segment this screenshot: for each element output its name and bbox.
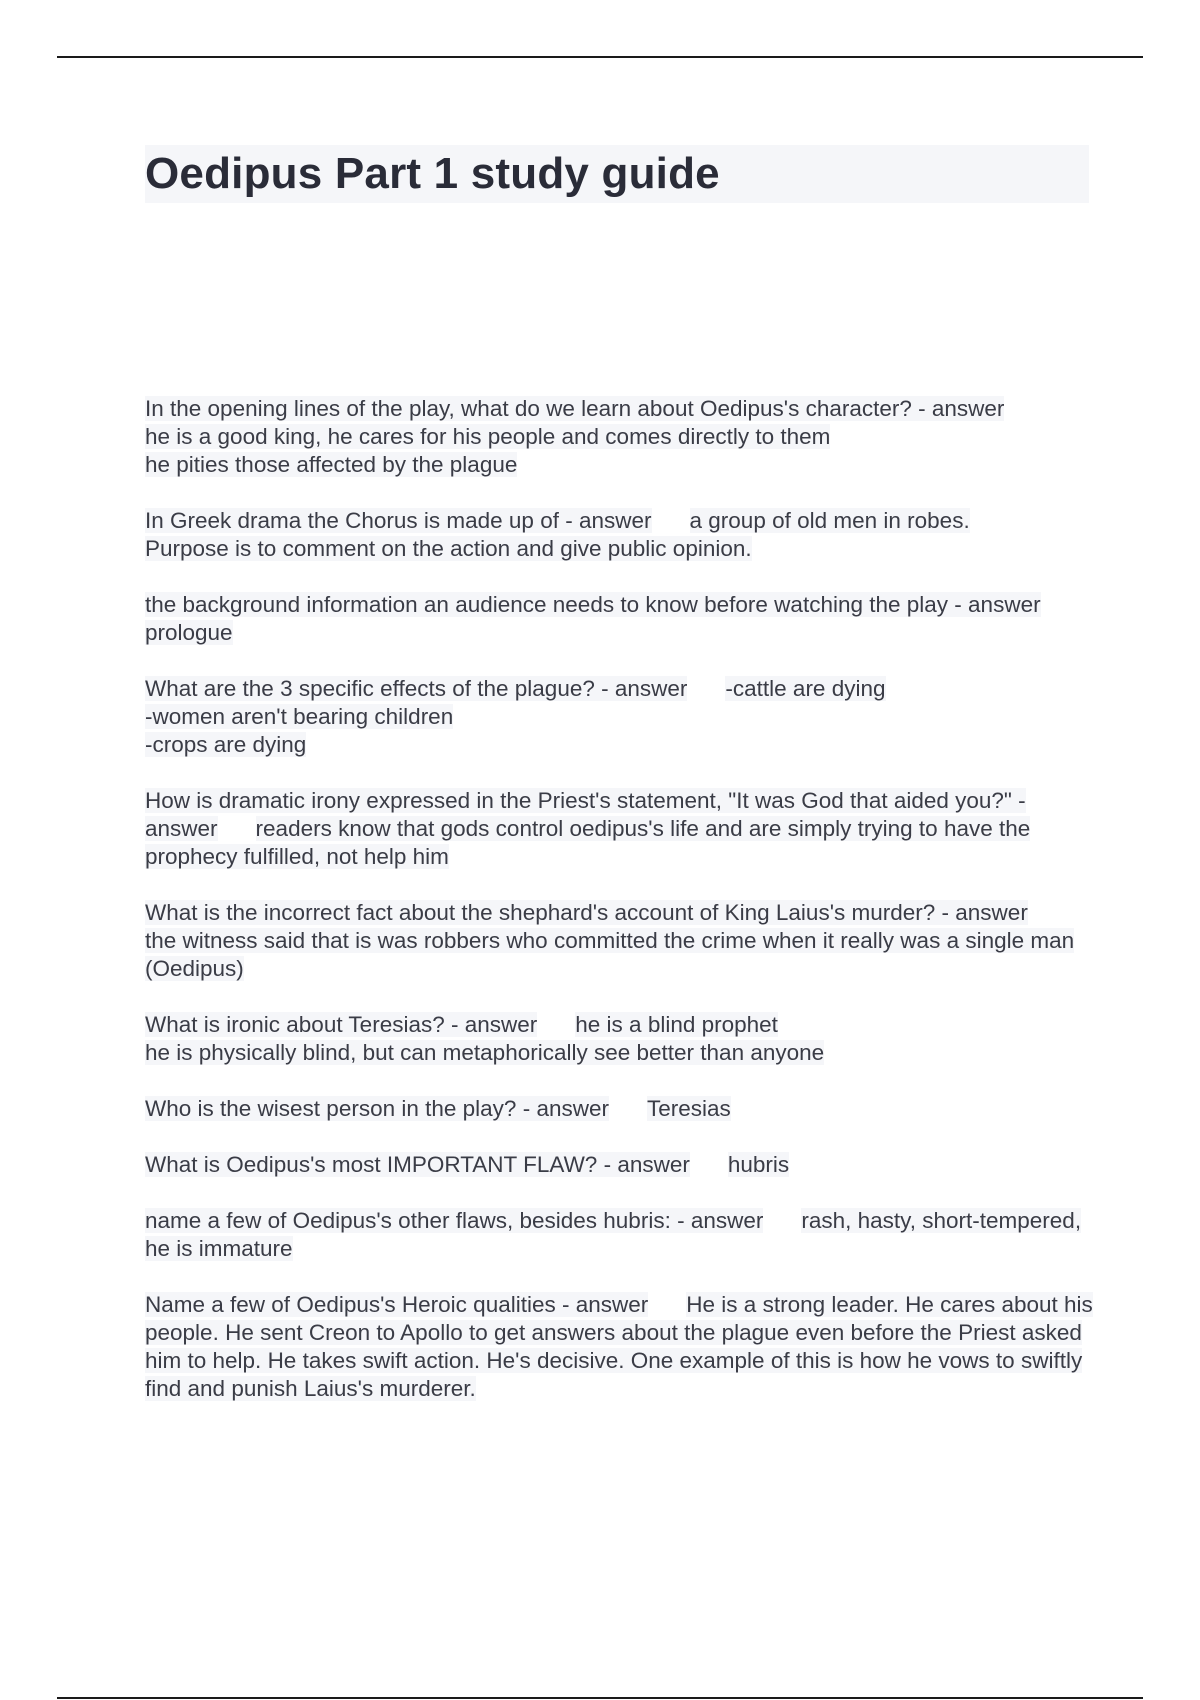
- answer-text: -cattle are dying -women aren't bearing children -crops are dying: [145, 676, 886, 757]
- answer-label: answer: [578, 508, 652, 533]
- separator: -: [516, 1096, 537, 1121]
- qa-item: [145, 675, 1095, 759]
- answer-text: readers know that gods control oedipus's life and are simply trying to have the prophecy fulfilled, not help him: [145, 816, 1031, 869]
- answer-label: answer: [968, 592, 1041, 617]
- qa-item: [145, 395, 1095, 479]
- separator: -: [594, 676, 615, 701]
- answer-text: a group of old men in robes. Purpose is to comment on the action and give public opinion.: [145, 508, 970, 561]
- answer-label: answer: [536, 1096, 609, 1121]
- separator: -: [911, 396, 932, 421]
- question-text: name a few of Oedipus's other flaws, besides hubris:: [145, 1208, 671, 1233]
- answer-text: prologue: [145, 620, 233, 645]
- answer-label: answer: [575, 1292, 649, 1317]
- separator: -: [558, 508, 579, 533]
- answer-text: he is a blind prophet he is physically blind, but can metaphorically see better than anyone: [145, 1012, 825, 1065]
- qa-item: [145, 899, 1095, 983]
- answer-label: answer: [955, 900, 1028, 925]
- answer-text: He is a strong leader. He cares about his people. He sent Creon to Apollo to get answers about the plague even before the Priest asked him to help. He takes swift action. He's decisive. One example of this is how he vows to swiftly find and punish Laius's murderer.: [145, 1292, 1093, 1401]
- qa-item: [145, 1207, 1095, 1263]
- title-block: [145, 145, 1089, 203]
- question-text: the background information an audience needs to know before watching the play: [145, 592, 949, 617]
- separator: -: [948, 592, 969, 617]
- question-text: What is the incorrect fact about the shephard's account of King Laius's murder?: [145, 900, 936, 925]
- question-text: Who is the wisest person in the play?: [145, 1096, 517, 1121]
- qa-item: [145, 1291, 1095, 1403]
- top-rule: [57, 56, 1143, 58]
- separator: -: [444, 1012, 465, 1037]
- qa-list: [145, 395, 1095, 1431]
- question-text: What is Oedipus's most IMPORTANT FLAW?: [145, 1152, 598, 1177]
- separator: -: [935, 900, 956, 925]
- separator: -: [1011, 788, 1026, 813]
- qa-item: [145, 1095, 1095, 1123]
- answer-text: hubris: [727, 1152, 790, 1177]
- answer-label: answer: [464, 1012, 538, 1037]
- bottom-rule: [57, 1697, 1143, 1699]
- answer-label: answer: [931, 396, 1005, 421]
- question-text: Name a few of Oedipus's Heroic qualities: [145, 1292, 556, 1317]
- question-text: What are the 3 specific effects of the plague?: [145, 676, 595, 701]
- separator: -: [597, 1152, 618, 1177]
- answer-label: answer: [614, 676, 688, 701]
- answer-text: the witness said that is was robbers who committed the crime when it really was a single man (Oedipus): [145, 928, 1075, 981]
- question-text: In the opening lines of the play, what do we learn about Oedipus's character?: [145, 396, 912, 421]
- answer-label: answer: [617, 1152, 690, 1177]
- answer-text: rash, hasty, short-tempered, he is immature: [145, 1208, 1082, 1261]
- answer-text: Teresias: [646, 1096, 731, 1121]
- separator: -: [555, 1292, 576, 1317]
- qa-item: [145, 507, 1095, 563]
- question-text: What is ironic about Teresias?: [145, 1012, 445, 1037]
- qa-item: [145, 1011, 1095, 1067]
- qa-item: [145, 787, 1095, 871]
- page-title: Oedipus Part 1 study guide: [145, 149, 720, 198]
- answer-text: he is a good king, he cares for his people and comes directly to them he pities those affected by the plague: [145, 424, 831, 477]
- qa-item: [145, 1151, 1095, 1179]
- answer-label: answer: [690, 1208, 764, 1233]
- separator: -: [670, 1208, 691, 1233]
- qa-item: [145, 591, 1095, 647]
- answer-label: answer: [145, 816, 218, 841]
- question-text: How is dramatic irony expressed in the Priest's statement, "It was God that aided you?": [145, 788, 1012, 813]
- question-text: In Greek drama the Chorus is made up of: [145, 508, 559, 533]
